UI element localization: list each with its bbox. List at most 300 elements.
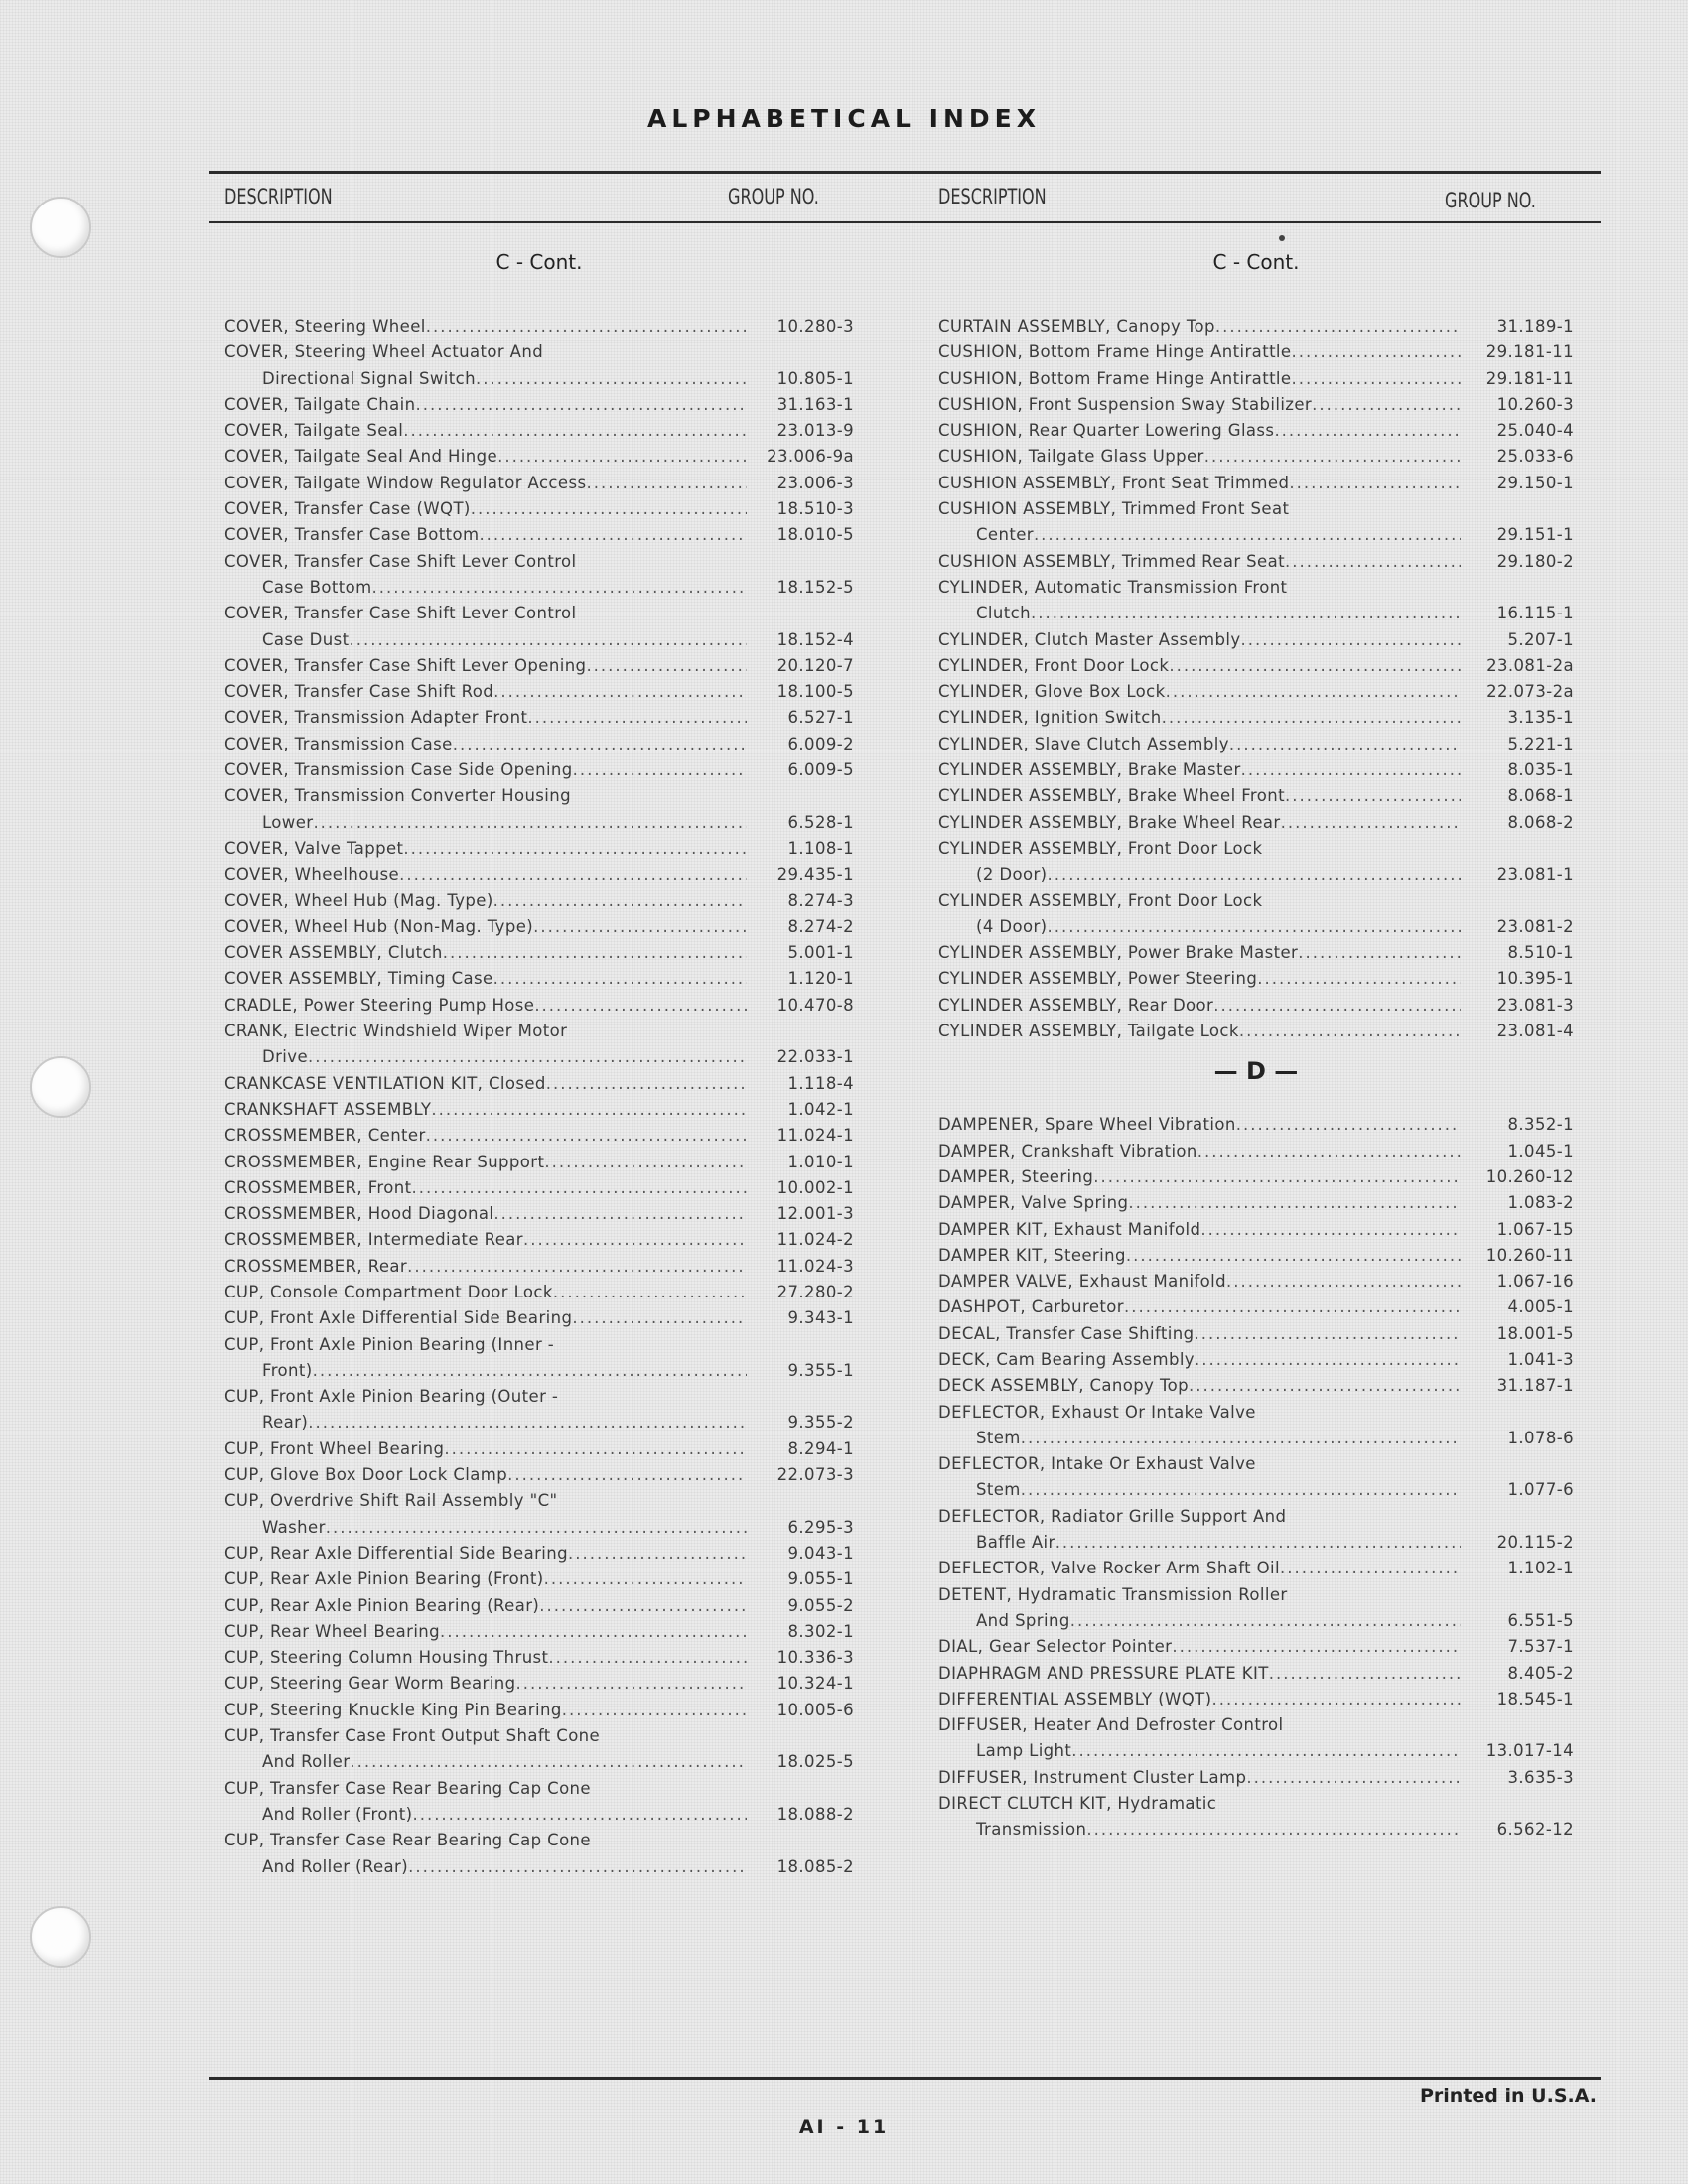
index-entry xyxy=(938,366,1574,392)
leader-dots xyxy=(515,1671,747,1697)
entry-group-number: 31.189-1 xyxy=(1496,317,1574,336)
index-entry xyxy=(938,1164,1574,1190)
entry-description: COVER, Tailgate Seal And Hinge xyxy=(224,447,498,467)
index-entry xyxy=(224,1488,854,1541)
entry-description: CYLINDER, Ignition Switch xyxy=(938,708,1162,728)
entry-group-number: 6.009-2 xyxy=(787,734,854,753)
leader-dots xyxy=(1285,783,1461,809)
index-entry xyxy=(938,836,1574,888)
leader-dots xyxy=(568,1541,747,1567)
index-entry xyxy=(224,966,854,992)
entry-group-number: 1.120-1 xyxy=(787,969,854,989)
leader-dots xyxy=(1034,522,1461,548)
entry-description: CUP, Front Axle Pinion Bearing (Inner - xyxy=(224,1334,555,1354)
leader-dots xyxy=(1021,1426,1461,1451)
entry-group-number: 11.024-3 xyxy=(776,1256,854,1276)
entry-description: CUP, Steering Column Housing Thrust xyxy=(224,1648,549,1668)
entry-description: Baffle Air xyxy=(976,1533,1055,1553)
index-entry xyxy=(224,836,854,862)
entry-description: Lamp Light xyxy=(976,1741,1072,1761)
entry-description: CROSSMEMBER, Rear xyxy=(224,1256,408,1276)
binder-hole-top xyxy=(30,197,91,258)
entry-description: DEFLECTOR, Exhaust Or Intake Valve xyxy=(938,1402,1256,1422)
entry-description: COVER ASSEMBLY, Timing Case xyxy=(224,969,493,989)
entry-description: CROSSMEMBER, Center xyxy=(224,1126,426,1146)
entry-description: CUP, Rear Wheel Bearing xyxy=(224,1621,441,1641)
leader-dots xyxy=(1236,1112,1461,1138)
entry-description: CUP, Front Axle Differential Side Bearing xyxy=(224,1308,573,1328)
entry-description: COVER, Tailgate Seal xyxy=(224,421,404,441)
entry-description: DIFFUSER, Instrument Cluster Lamp xyxy=(938,1767,1247,1787)
left-description-header: DESCRIPTION xyxy=(224,185,333,208)
leader-dots xyxy=(497,444,747,470)
leader-dots xyxy=(326,1515,747,1541)
entry-group-number: 10.470-8 xyxy=(776,995,854,1015)
index-entry xyxy=(938,1217,1574,1243)
leader-dots xyxy=(544,1150,747,1175)
entry-group-number: 8.352-1 xyxy=(1507,1115,1574,1135)
entry-description: CUP, Rear Axle Pinion Bearing (Front) xyxy=(224,1570,544,1589)
entry-description: CUP, Steering Gear Worm Bearing xyxy=(224,1674,516,1694)
index-entry xyxy=(938,993,1574,1019)
index-entry xyxy=(224,444,854,470)
entry-description: CYLINDER ASSEMBLY, Brake Master xyxy=(938,760,1241,780)
leader-dots xyxy=(350,1749,747,1775)
entry-description: CUP, Rear Axle Pinion Bearing (Rear) xyxy=(224,1595,540,1615)
leader-dots xyxy=(562,1698,747,1723)
leader-dots xyxy=(412,1802,747,1828)
entry-group-number: 31.187-1 xyxy=(1496,1376,1574,1396)
index-entry xyxy=(938,575,1574,627)
entry-description: DEFLECTOR, Radiator Grille Support And xyxy=(938,1506,1287,1526)
left-entries xyxy=(224,314,854,1880)
entry-description: And Spring xyxy=(976,1610,1070,1630)
entry-group-number: 12.001-3 xyxy=(776,1204,854,1224)
leader-dots xyxy=(1298,940,1461,966)
index-entry xyxy=(938,1321,1574,1347)
index-entry xyxy=(224,1776,854,1829)
leader-dots xyxy=(548,1645,747,1671)
leader-dots xyxy=(313,810,747,836)
index-entry xyxy=(224,471,854,496)
index-entry xyxy=(224,1593,854,1619)
entry-group-number: 9.055-1 xyxy=(787,1570,854,1589)
entry-description: Stem xyxy=(976,1480,1021,1500)
index-entry xyxy=(938,940,1574,966)
leader-dots xyxy=(1070,1608,1461,1634)
entry-description: Front) xyxy=(262,1360,313,1380)
index-entry xyxy=(224,1071,854,1097)
index-entry xyxy=(224,888,854,914)
entry-group-number: 23.081-4 xyxy=(1496,1022,1574,1041)
entry-description: DEFLECTOR, Intake Or Exhaust Valve xyxy=(938,1454,1256,1474)
index-entry xyxy=(938,1712,1574,1765)
entry-description: Center xyxy=(976,525,1034,545)
entry-description: CYLINDER ASSEMBLY, Power Steering xyxy=(938,969,1258,989)
entry-group-number: 27.280-2 xyxy=(776,1282,854,1301)
leader-dots xyxy=(1274,418,1461,444)
entry-group-number: 22.033-1 xyxy=(776,1047,854,1067)
entry-group-number: 25.040-4 xyxy=(1496,421,1574,441)
index-entry xyxy=(938,627,1574,653)
page-number: AI - 11 xyxy=(798,2116,890,2138)
header-top-rule xyxy=(209,171,1601,174)
footer-rule xyxy=(209,2077,1601,2080)
index-entry xyxy=(938,1269,1574,1295)
index-entry xyxy=(224,1227,854,1253)
binder-hole-middle xyxy=(30,1056,91,1118)
entry-description: COVER, Transfer Case (WQT) xyxy=(224,499,471,519)
left-section-heading: C - Cont. xyxy=(495,250,583,274)
entry-description: CYLINDER ASSEMBLY, Front Door Lock xyxy=(938,890,1263,910)
index-entry xyxy=(938,1451,1574,1504)
entry-description: CYLINDER, Automatic Transmission Front xyxy=(938,577,1288,597)
entry-group-number: 1.010-1 xyxy=(787,1152,854,1171)
leader-dots xyxy=(453,732,747,757)
index-entry xyxy=(938,705,1574,731)
entry-group-number: 22.073-2a xyxy=(1486,682,1574,702)
entry-group-number: 5.221-1 xyxy=(1507,734,1574,753)
index-entry xyxy=(938,1112,1574,1138)
leader-dots xyxy=(1215,314,1461,340)
leader-dots xyxy=(1213,993,1461,1019)
index-entry xyxy=(224,1332,854,1385)
entry-description: DAMPENER, Spare Wheel Vibration xyxy=(938,1115,1236,1135)
entry-description: CROSSMEMBER, Intermediate Rear xyxy=(224,1230,523,1250)
entry-group-number: 8.068-1 xyxy=(1507,786,1574,806)
leader-dots xyxy=(308,1044,747,1070)
entry-description: CUP, Front Axle Pinion Bearing (Outer - xyxy=(224,1387,559,1407)
entry-description: DIAPHRAGM AND PRESSURE PLATE KIT xyxy=(938,1663,1269,1683)
leader-dots xyxy=(426,314,747,340)
entry-group-number: 5.207-1 xyxy=(1507,629,1574,649)
leader-dots xyxy=(553,1280,747,1305)
entry-description: COVER, Wheelhouse xyxy=(224,865,400,885)
entry-description: CUP, Rear Axle Differential Side Bearing xyxy=(224,1543,568,1563)
entry-description: DECK ASSEMBLY, Canopy Top xyxy=(938,1376,1190,1396)
entry-group-number: 1.077-6 xyxy=(1507,1480,1574,1500)
entry-description: DETENT, Hydramatic Transmission Roller xyxy=(938,1584,1288,1604)
leader-dots xyxy=(1162,705,1461,731)
entry-group-number: 8.274-2 xyxy=(787,916,854,936)
entry-group-number: 23.006-3 xyxy=(776,473,854,492)
entry-group-number: 10.805-1 xyxy=(776,368,854,388)
entry-description: DAMPER, Steering xyxy=(938,1166,1094,1186)
leader-dots xyxy=(1195,1347,1461,1373)
index-entry xyxy=(938,653,1574,679)
entry-description: DIAL, Gear Selector Pointer xyxy=(938,1637,1173,1657)
leader-dots xyxy=(349,627,747,653)
leader-dots xyxy=(507,1462,747,1488)
leader-dots xyxy=(493,1201,747,1227)
entry-description: CUP, Front Wheel Bearing xyxy=(224,1438,445,1458)
leader-dots xyxy=(372,575,747,601)
leader-dots xyxy=(403,836,747,862)
index-entry xyxy=(224,1671,854,1697)
entry-description: COVER, Transmission Converter Housing xyxy=(224,786,572,806)
leader-dots xyxy=(1172,1634,1461,1660)
leader-dots xyxy=(586,471,747,496)
entry-description: DAMPER, Crankshaft Vibration xyxy=(938,1141,1197,1160)
leader-dots xyxy=(416,392,748,418)
right-index-column xyxy=(938,236,1574,1843)
index-entry xyxy=(938,1373,1574,1399)
index-entry xyxy=(224,1384,854,1436)
entry-description: COVER, Transfer Case Bottom xyxy=(224,525,480,545)
index-entry xyxy=(224,1097,854,1123)
leader-dots xyxy=(1197,1139,1461,1164)
entry-group-number: 6.528-1 xyxy=(787,812,854,832)
right-description-header: DESCRIPTION xyxy=(938,185,1047,208)
entry-description: COVER, Transfer Case Shift Rod xyxy=(224,682,494,702)
entry-description: CUSHION, Tailgate Glass Upper xyxy=(938,447,1204,467)
leader-dots xyxy=(444,1436,747,1462)
entry-group-number: 6.009-5 xyxy=(787,760,854,780)
entry-group-number: 1.102-1 xyxy=(1507,1559,1574,1578)
entry-description: Rear) xyxy=(262,1413,309,1433)
entry-group-number: 10.260-3 xyxy=(1496,394,1574,414)
leader-dots xyxy=(1204,444,1461,470)
leader-dots xyxy=(1246,1765,1461,1791)
leader-dots xyxy=(407,1254,747,1280)
entry-group-number: 9.055-2 xyxy=(787,1595,854,1615)
entry-description: CYLINDER ASSEMBLY, Rear Door xyxy=(938,995,1214,1015)
entry-description: CYLINDER, Glove Box Lock xyxy=(938,682,1166,702)
index-entry xyxy=(224,1828,854,1880)
entry-group-number: 4.005-1 xyxy=(1507,1297,1574,1317)
leader-dots xyxy=(1071,1738,1461,1764)
index-entry xyxy=(224,679,854,705)
entry-group-number: 9.355-1 xyxy=(787,1360,854,1380)
entry-description: Clutch xyxy=(976,604,1031,623)
entry-group-number: 18.510-3 xyxy=(776,499,854,519)
index-entry xyxy=(938,1661,1574,1687)
leader-dots xyxy=(1239,1019,1461,1044)
entry-description: And Roller (Rear) xyxy=(262,1856,409,1876)
index-entry xyxy=(938,1687,1574,1712)
entry-group-number: 18.545-1 xyxy=(1496,1689,1574,1708)
entry-description: CYLINDER, Front Door Lock xyxy=(938,655,1170,675)
entry-description: COVER, Steering Wheel Actuator And xyxy=(224,342,544,362)
entry-group-number: 20.115-2 xyxy=(1496,1533,1574,1553)
entry-description: CRANK, Electric Windshield Wiper Motor xyxy=(224,1022,568,1041)
index-entry xyxy=(938,340,1574,365)
index-entry xyxy=(224,1619,854,1645)
index-entry xyxy=(224,862,854,887)
index-entry xyxy=(938,810,1574,836)
entry-group-number: 16.115-1 xyxy=(1496,604,1574,623)
leader-dots xyxy=(411,1175,747,1201)
leader-dots xyxy=(443,940,747,966)
leader-dots xyxy=(1124,1295,1461,1320)
entry-group-number: 29.181-11 xyxy=(1485,368,1574,388)
entry-description: Drive xyxy=(262,1047,308,1067)
entry-description: DAMPER, Valve Spring xyxy=(938,1193,1129,1213)
printed-note: Printed in U.S.A. xyxy=(1420,2085,1597,2107)
entry-group-number: 6.295-3 xyxy=(787,1517,854,1537)
leader-dots xyxy=(426,1123,747,1149)
entry-description: Lower xyxy=(262,812,314,832)
leader-dots xyxy=(408,1854,747,1880)
entry-group-number: 11.024-2 xyxy=(776,1230,854,1250)
index-entry xyxy=(938,444,1574,470)
entry-group-number: 8.405-2 xyxy=(1507,1663,1574,1683)
entry-description: COVER, Transfer Case Shift Lever Control xyxy=(224,551,577,571)
index-entry xyxy=(224,914,854,940)
leader-dots xyxy=(1312,392,1461,418)
index-entry xyxy=(224,1436,854,1462)
entry-description: CROSSMEMBER, Front xyxy=(224,1177,412,1197)
entry-description: COVER, Transmission Case xyxy=(224,734,453,753)
entry-group-number: 3.635-3 xyxy=(1507,1767,1574,1787)
entry-description: COVER, Transmission Case Side Opening xyxy=(224,760,573,780)
index-entry xyxy=(224,783,854,836)
index-entry xyxy=(938,314,1574,340)
index-entry xyxy=(224,653,854,679)
index-entry xyxy=(938,783,1574,809)
leader-dots xyxy=(308,1410,747,1435)
index-entry xyxy=(938,1190,1574,1216)
entry-group-number: 10.002-1 xyxy=(776,1177,854,1197)
entry-description: CRANKSHAFT ASSEMBLY xyxy=(224,1099,432,1119)
entry-group-number: 18.088-2 xyxy=(776,1804,854,1824)
entry-group-number: 7.537-1 xyxy=(1507,1637,1574,1657)
leader-dots xyxy=(1291,340,1461,365)
index-entry xyxy=(938,1556,1574,1581)
entry-description: Case Bottom xyxy=(262,577,372,597)
entry-description: COVER, Wheel Hub (Non-Mag. Type) xyxy=(224,916,534,936)
leader-dots xyxy=(1055,1530,1461,1556)
entry-description: CYLINDER ASSEMBLY, Tailgate Lock xyxy=(938,1022,1239,1041)
index-entry xyxy=(224,1280,854,1305)
entry-description: And Roller (Front) xyxy=(262,1804,413,1824)
entry-group-number: 6.527-1 xyxy=(787,708,854,728)
entry-group-number: 9.043-1 xyxy=(787,1543,854,1563)
index-entry xyxy=(938,757,1574,783)
entry-group-number: 10.260-12 xyxy=(1485,1166,1574,1186)
entry-group-number: 23.006-9a xyxy=(767,447,854,467)
leader-dots xyxy=(1169,653,1461,679)
entry-description: COVER, Steering Wheel xyxy=(224,317,426,336)
leader-dots xyxy=(573,757,747,783)
leader-dots xyxy=(1241,627,1461,653)
index-entry xyxy=(938,1347,1574,1373)
leader-dots xyxy=(1031,601,1461,626)
entry-description: CUSHION, Bottom Frame Hinge Antirattle xyxy=(938,368,1292,388)
index-entry xyxy=(938,418,1574,444)
entry-group-number: 1.118-4 xyxy=(787,1073,854,1093)
leader-dots xyxy=(1257,966,1461,992)
index-entry xyxy=(938,1243,1574,1269)
entry-group-number: 1.042-1 xyxy=(787,1099,854,1119)
index-entry xyxy=(224,522,854,548)
entry-group-number: 11.024-1 xyxy=(776,1126,854,1146)
leader-dots xyxy=(1194,1321,1461,1347)
leader-dots xyxy=(1281,810,1461,836)
binder-hole-bottom xyxy=(30,1906,91,1968)
leader-dots xyxy=(539,1593,747,1619)
entry-group-number: 10.336-3 xyxy=(776,1648,854,1668)
entry-group-number: 6.562-12 xyxy=(1496,1820,1574,1840)
entry-group-number: 23.081-2a xyxy=(1486,655,1574,675)
index-entry xyxy=(224,496,854,522)
leader-dots xyxy=(313,1358,747,1384)
entry-description: CYLINDER, Slave Clutch Assembly xyxy=(938,734,1229,753)
index-entry xyxy=(224,1201,854,1227)
leader-dots xyxy=(1200,1217,1461,1243)
leader-dots xyxy=(527,705,747,731)
leader-dots xyxy=(1269,1661,1461,1687)
index-entry xyxy=(224,757,854,783)
index-entry xyxy=(938,496,1574,549)
entry-group-number: 8.294-1 xyxy=(787,1438,854,1458)
entry-group-number: 23.081-3 xyxy=(1496,995,1574,1015)
index-entry xyxy=(224,392,854,418)
entry-description: CRADLE, Power Steering Pump Hose xyxy=(224,995,535,1015)
entry-description: COVER, Transfer Case Shift Lever Opening xyxy=(224,655,587,675)
entry-group-number: 18.010-5 xyxy=(776,525,854,545)
entry-description: Transmission xyxy=(976,1820,1087,1840)
entry-group-number: 10.280-3 xyxy=(776,317,854,336)
entry-description: DECK, Cam Bearing Assembly xyxy=(938,1349,1195,1369)
entry-group-number: 10.005-6 xyxy=(776,1700,854,1719)
index-entry xyxy=(224,340,854,392)
entry-description: CUSHION ASSEMBLY, Front Seat Trimmed xyxy=(938,473,1290,492)
leader-dots xyxy=(493,888,747,914)
entry-description: CYLINDER ASSEMBLY, Power Brake Master xyxy=(938,943,1299,963)
index-entry xyxy=(938,1582,1574,1635)
index-entry xyxy=(938,966,1574,992)
index-entry xyxy=(224,1150,854,1175)
entry-group-number: 8.068-2 xyxy=(1507,812,1574,832)
leader-dots xyxy=(546,1071,747,1097)
entry-description: DAMPER KIT, Exhaust Manifold xyxy=(938,1219,1201,1239)
index-entry xyxy=(938,392,1574,418)
entry-group-number: 1.067-16 xyxy=(1496,1272,1574,1292)
entry-description: (4 Door) xyxy=(976,916,1048,936)
index-entry xyxy=(224,1698,854,1723)
entry-description: DAMPER KIT, Steering xyxy=(938,1245,1126,1265)
entry-group-number: 9.343-1 xyxy=(787,1308,854,1328)
entry-description: DIFFUSER, Heater And Defroster Control xyxy=(938,1715,1284,1735)
entry-description: COVER, Transfer Case Shift Lever Control xyxy=(224,604,577,623)
leader-dots xyxy=(1280,1556,1461,1581)
entry-group-number: 8.035-1 xyxy=(1507,760,1574,780)
entry-description: DIFFERENTIAL ASSEMBLY (WQT) xyxy=(938,1689,1212,1708)
entry-group-number: 1.083-2 xyxy=(1507,1193,1574,1213)
entry-description: CYLINDER ASSEMBLY, Brake Wheel Front xyxy=(938,786,1285,806)
leader-dots xyxy=(586,653,747,679)
index-entry xyxy=(938,1634,1574,1660)
entry-description: And Roller xyxy=(262,1752,351,1772)
leader-dots xyxy=(1285,549,1461,575)
entry-group-number: 29.180-2 xyxy=(1496,551,1574,571)
leader-dots xyxy=(399,862,747,887)
entry-group-number: 10.324-1 xyxy=(776,1674,854,1694)
entry-group-number: 9.355-2 xyxy=(787,1413,854,1433)
index-entry xyxy=(224,549,854,602)
leader-dots xyxy=(1048,914,1462,940)
leader-dots xyxy=(1241,757,1461,783)
leader-dots xyxy=(544,1567,747,1592)
index-entry xyxy=(224,732,854,757)
entry-description: (2 Door) xyxy=(976,865,1048,885)
index-entry xyxy=(224,1567,854,1592)
leader-dots xyxy=(440,1619,747,1645)
entry-group-number: 1.108-1 xyxy=(787,838,854,858)
entry-group-number: 5.001-1 xyxy=(787,943,854,963)
entry-description: CROSSMEMBER, Hood Diagonal xyxy=(224,1204,494,1224)
